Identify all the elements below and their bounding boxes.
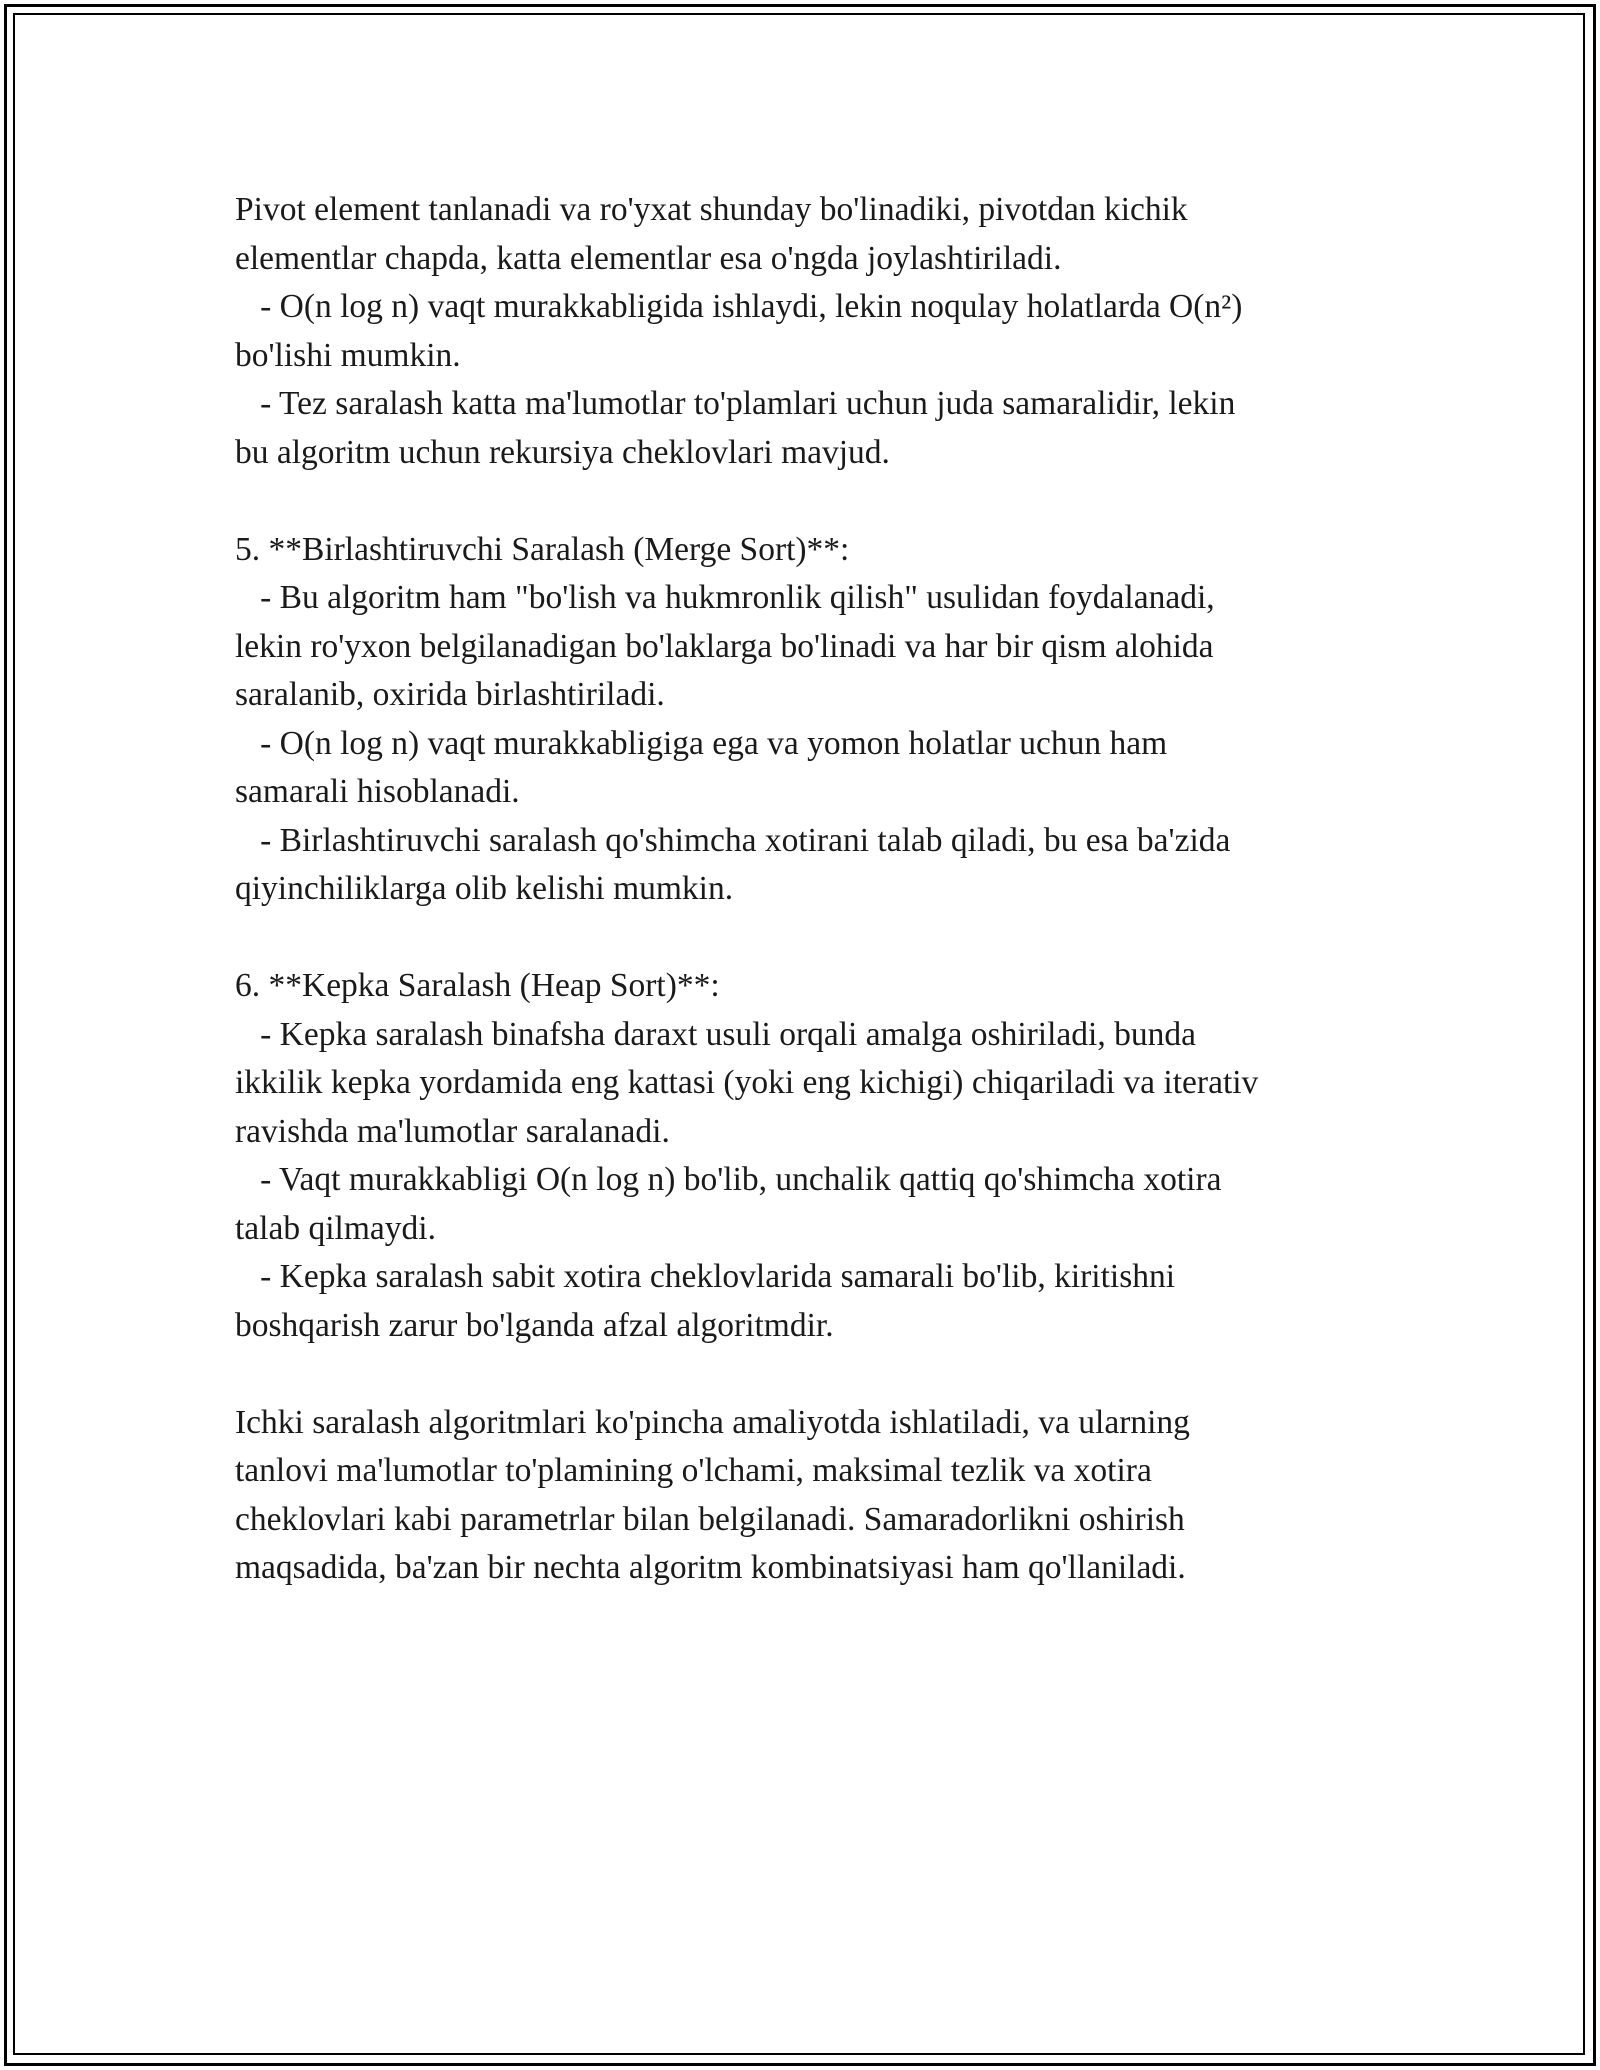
text-line: lekin ro'yxon belgilanadigan bo'laklarga bo'linadi va har bir qism alohida	[235, 627, 1214, 665]
text-line: bu algoritm uchun rekursiya cheklovlari mavjud.	[235, 433, 890, 471]
text-line: maqsadida, ba'zan bir nechta algoritm kombinatsiyasi ham qo'llaniladi.	[235, 1549, 1186, 1586]
text-line: tanlovi ma'lumotlar to'plamining o'lchami, maksimal tezlik va xotira	[235, 1452, 1152, 1489]
paragraph-conclusion	[235, 1399, 1395, 1593]
text-line: samarali hisoblanadi.	[235, 773, 520, 810]
section-heading: 5. **Birlashtiruvchi Saralash (Merge Sort)**:	[235, 530, 850, 568]
text-line: - Vaqt murakkabligi O(n log n) bo'lib, unchalik qattiq qo'shimcha xotira	[235, 1161, 1222, 1198]
text-line: cheklovlari kabi parametrlar bilan belgilanadi. Samaradorlikni oshirish	[235, 1500, 1185, 1538]
text-line: boshqarish zarur bo'lganda afzal algoritmdir.	[235, 1306, 834, 1344]
text-line: elementlar chapda, katta elementlar esa o'ngda joylashtiriladi.	[235, 239, 1062, 277]
text-line: - Birlashtiruvchi saralash qo'shimcha xotirani talab qiladi, bu esa ba'zida	[235, 821, 1231, 859]
text-line: Ichki saralash algoritmlari ko'pincha amaliyotda ishlatiladi, va ularning	[235, 1403, 1190, 1441]
paragraph-merge-sort	[235, 526, 1395, 914]
text-line: talab qilmaydi.	[235, 1209, 436, 1247]
text-line: - Kepka saralash sabit xotira cheklovlarida samarali bo'lib, kiritishni	[235, 1258, 1176, 1295]
paragraph-spacer	[235, 914, 1395, 963]
paragraph-spacer	[235, 1350, 1395, 1399]
text-line: - O(n log n) vaqt murakkabligida ishlaydi, lekin noqulay holatlarda O(n²)	[235, 288, 1243, 325]
paragraph-spacer	[235, 477, 1395, 526]
text-line: - O(n log n) vaqt murakkabligiga ega va yomon holatlar uchun ham	[235, 724, 1168, 762]
text-line: ravishda ma'lumotlar saralanadi.	[235, 1112, 670, 1150]
document-body	[235, 186, 1395, 1593]
text-line: qiyinchiliklarga olib kelishi mumkin.	[235, 870, 734, 907]
text-line: bo'lishi mumkin.	[235, 336, 461, 374]
text-line: - Tez saralash katta ma'lumotlar to'plamlari uchun juda samaralidir, lekin	[235, 385, 1236, 422]
text-line: - Bu algoritm ham "bo'lish va hukmronlik qilish" usulidan foydalanadi,	[235, 579, 1215, 616]
paragraph-heap-sort	[235, 962, 1395, 1350]
text-line: - Kepka saralash binafsha daraxt usuli orqali amalga oshiriladi, bunda	[235, 1015, 1196, 1053]
text-line: saralanib, oxirida birlashtiriladi.	[235, 676, 665, 713]
paragraph-quick-sort-continuation	[235, 186, 1395, 477]
text-line: ikkilik kepka yordamida eng kattasi (yoki eng kichigi) chiqariladi va iterativ	[235, 1064, 1259, 1101]
text-line: Pivot element tanlanadi va ro'yxat shunday bo'linadiki, pivotdan kichik	[235, 191, 1188, 228]
section-heading: 6. **Kepka Saralash (Heap Sort)**:	[235, 967, 720, 1004]
